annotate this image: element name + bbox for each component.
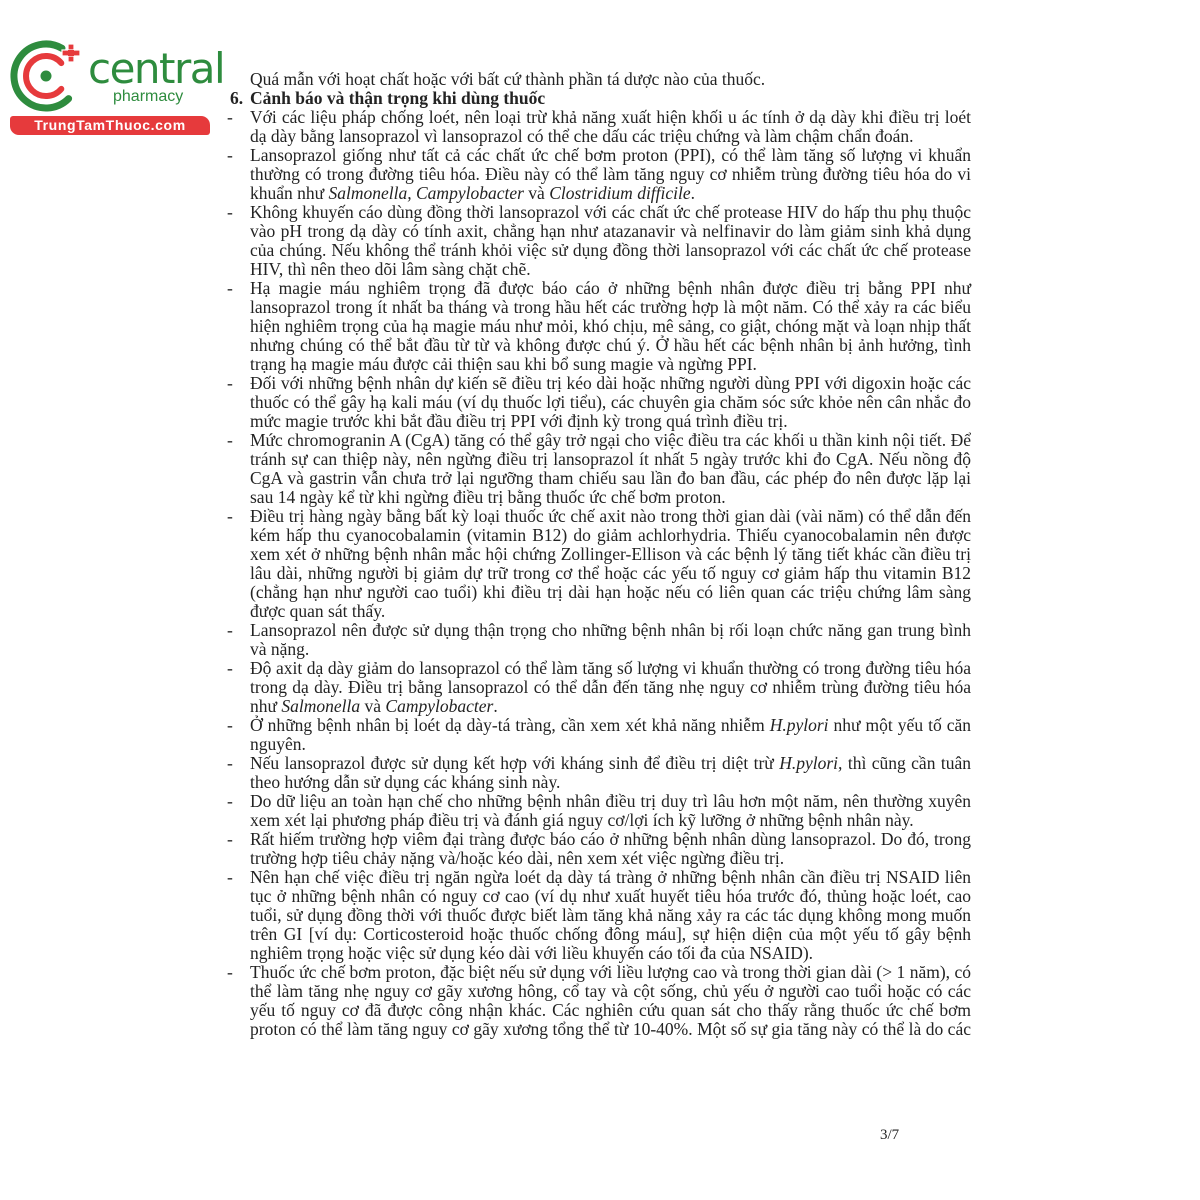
warning-text-segment: Hạ magie máu nghiêm trọng đã được báo cáo ở những bệnh nhân được điều trị bằng PPI như lansoprazol trong ít nhất ba tháng và trong hầu hết các trường hợp là một năm. Có thể xảy ra các biểu hiện nghiêm trọng của hạ magie máu như mỏi, khó chịu, mê sảng, co giật, chóng mặt và loạn nhịp thất nhưng chúng có thể bắt đầu từ từ và không được chú ý. Ở hầu hết các bệnh nhân bị ảnh hưởng, tình trạng hạ magie máu được cải thiện sau khi bổ sung magie và ngừng PPI. (250, 278, 971, 374)
bullet-dash: - (227, 791, 233, 811)
warning-item (227, 145, 971, 203)
warning-item (227, 107, 971, 146)
bullet-dash: - (227, 145, 233, 165)
warning-item (227, 373, 971, 431)
warning-text-segment: Mức chromogranin A (CgA) tăng có thể gây trở ngại cho việc điều tra các khối u thần kinh nội tiết. Để tránh sự can thiệp này, nên ngừng điều trị lansoprazol ít nhất 5 ngày trước khi đo CgA. Nếu nồng độ CgA và gastrin vẫn chưa trở lại ngưỡng tham chiếu sau lần đo ban đầu, các phép đo nên được lặp lại sau 14 ngày kể từ khi ngừng điều trị bằng thuốc ức chế bơm proton. (250, 430, 971, 507)
warning-item (227, 506, 971, 621)
warning-text-segment: Không khuyến cáo dùng đồng thời lansoprazol với các chất ức chế protease HIV do hấp thu phụ thuộc vào pH trong dạ dày có tính axit, chẳng hạn như atazanavir và nelfinavir do làm giảm sinh khả dụng của chúng. Nếu không thể tránh khỏi việc sử dụng đồng thời lansoprazol với các chất ức chế protease HIV, thì nên theo dõi lâm sàng chặt chẽ. (250, 202, 971, 279)
pharmacy-logo (0, 0, 230, 140)
warning-text (250, 108, 971, 146)
section-number: 6. (230, 88, 244, 108)
document-page (227, 69, 972, 1039)
organism-name: Campylobacter (385, 696, 494, 716)
bullet-dash: - (227, 962, 233, 982)
warning-text (250, 146, 971, 203)
warning-text-segment: và (360, 696, 386, 716)
section-title: Cảnh báo và thận trọng khi dùng thuốc (250, 88, 546, 108)
warning-text-segment: Với các liệu pháp chống loét, nên loại trừ khả năng xuất hiện khối u ác tính ở dạ dày khi điều trị loét dạ dày bằng lansoprazol vì lansoprazol có thể che dấu các triệu chứng và làm chậm chẩn đoán. (250, 107, 971, 146)
warning-text (250, 431, 971, 507)
bullet-dash: - (227, 658, 233, 678)
warning-item (227, 753, 972, 792)
warning-text (250, 279, 971, 374)
contraindication-line: Quá mẫn với hoạt chất hoặc với bất cứ thành phần tá dược nào của thuốc. (250, 69, 766, 89)
organism-name: Salmonella (281, 696, 361, 716)
warning-text (250, 203, 971, 279)
warning-item (227, 791, 971, 830)
warning-text-segment: . (690, 183, 696, 203)
bullet-dash: - (227, 202, 233, 222)
warning-item (227, 867, 971, 963)
bullet-dash: - (227, 753, 233, 773)
warning-text-segment: Đối với những bệnh nhân dự kiến sẽ điều trị kéo dài hoặc những người dùng PPI với digoxin hoặc các thuốc có thể gây hạ kali máu (ví dụ thuốc lợi tiểu), các chuyên gia chăm sóc sức khỏe nên cân nhắc đo mức magie trước khi bắt đầu điều trị PPI với định kỳ trong quá trình điều trị. (250, 373, 971, 431)
warning-item (227, 278, 971, 374)
bullet-dash: - (227, 373, 233, 393)
warning-text (250, 792, 971, 830)
warning-text-segment: Lansoprazol giống như tất cả các chất ức chế bơm proton (PPI), có thể làm tăng số lượng vi khuẩn thường có trong đường tiêu hóa. Điều này có thể làm tăng nguy cơ nhiễm trùng đường tiêu hóa do vi khuẩn như (250, 145, 971, 203)
section-heading (230, 88, 971, 108)
warning-item (227, 620, 971, 659)
warning-item (227, 430, 971, 507)
warning-text-segment: Thuốc ức chế bơm proton, đặc biệt nếu sử dụng với liều lượng cao và trong thời gian dài (> 1 năm), có thể làm tăng nhẹ nguy cơ gãy xương hông, cổ tay và cột sống, chủ yếu ở người cao tuổi hoặc có các yếu tố nguy cơ đã được công nhận khác. Các nghiên cứu quan sát cho thấy rằng thuốc ức chế bơm proton có thể làm tăng nguy cơ gãy xương tổng thể từ 10-40%. Một số sự gia tăng này có thể là do các (250, 962, 971, 1039)
logo-tagline: pharmacy (113, 88, 184, 105)
bullet-dash: - (227, 620, 233, 640)
bullet-dash: - (227, 107, 233, 127)
organism-name: Salmonella, Campylobacter (328, 183, 524, 203)
page-number: 3/7 (880, 1127, 900, 1143)
bullet-dash: - (227, 829, 233, 849)
organism-name: H.pylori (769, 715, 829, 735)
warning-item (227, 715, 972, 754)
warning-text-segment: Nếu lansoprazol được sử dụng kết hợp với kháng sinh để điều trị diệt trừ (250, 753, 780, 773)
warning-item (227, 829, 971, 868)
warning-text-segment: thì cũng cần tuân theo hướng dẫn sử dụng các kháng sinh này. (250, 753, 972, 792)
warning-text (250, 754, 971, 792)
warning-text-segment: Độ axit dạ dày giảm do lansoprazol có thể làm tăng số lượng vi khuẩn thường có trong đường tiêu hóa trong dạ dày. Điều trị bằng lansoprazol có thể dẫn đến tăng nhẹ nguy cơ nhiễm trùng đường tiêu hóa như (250, 658, 971, 716)
warning-text-segment: và (523, 183, 550, 203)
warning-text-segment: Rất hiếm trường hợp viêm đại tràng được báo cáo ở những bệnh nhân dùng lansoprazol. Do đó, trong trường hợp tiêu chảy nặng và/hoặc kéo dài, nên xem xét việc ngừng điều trị. (250, 829, 971, 868)
warning-text-segment: . (493, 696, 498, 716)
warning-text (250, 374, 971, 431)
warning-text-segment: Do dữ liệu an toàn hạn chế cho những bệnh nhân điều trị duy trì lâu hơn một năm, nên thường xuyên xem xét lại phương pháp điều trị và đánh giá nguy cơ/lợi ích kỹ lưỡng ở những bệnh nhân này. (250, 791, 971, 830)
warning-text (250, 963, 971, 1039)
organism-name: Clostridium difficile (549, 183, 691, 203)
central-pharmacy-logo-icon (8, 38, 84, 114)
warning-item (227, 962, 971, 1039)
warning-text-segment: Nên hạn chế việc điều trị ngăn ngừa loét dạ dày tá tràng ở những bệnh nhân cần điều trị NSAID liên tục ở những bệnh nhân có nguy cơ cao (ví dụ như xuất huyết tiêu hóa trước đó, thủng hoặc loét, cao tuổi, sử dụng đồng thời với thuốc được biết làm tăng khả năng xảy ra các tác dụng không mong muốn trên GI [ví dụ: Corticosteroid hoặc thuốc chống đông máu], sự hiện diện của một yếu tố gây bệnh nghiêm trọng hoặc việc sử dụng kéo dài với liều khuyến cáo tối đa của NSAID). (250, 867, 971, 963)
warning-text-segment: Điều trị hàng ngày bằng bất kỳ loại thuốc ức chế axit nào trong thời gian dài (vài năm) có thể dẫn đến kém hấp thu cyanocobalamin (vitamin B12) do giảm achlorhydria. Thiếu cyanocobalamin nên được xem xét ở những bệnh nhân mắc hội chứng Zollinger-Ellison và các bệnh lý tăng tiết khác cần điều trị lâu dài, những người bị giảm dự trữ trong cơ thể hoặc các yếu tố nguy cơ giảm hấp thu vitamin B12 (chẳng hạn như người cao tuổi) khi điều trị dài hạn hoặc nếu có liên quan các triệu chứng lâm sàng được quan sát thấy. (250, 506, 971, 621)
bullet-dash: - (227, 278, 233, 298)
warning-text (250, 830, 971, 868)
warning-text (250, 507, 971, 621)
warning-item (227, 658, 971, 716)
bullet-dash: - (227, 867, 233, 887)
warning-text (250, 659, 971, 716)
warning-item (227, 202, 971, 279)
logo-website-banner: TrungTamThuoc.com (10, 116, 210, 135)
bullet-dash: - (227, 715, 233, 735)
warning-text (250, 716, 971, 754)
warning-text-segment: Lansoprazol nên được sử dụng thận trọng cho những bệnh nhân bị rối loạn chức năng gan trung bình và nặng. (250, 620, 971, 659)
warning-text-segment: Ở những bệnh nhân bị loét dạ dày-tá tràng, cần xem xét khả năng nhiễm (250, 715, 770, 735)
bullet-dash: - (227, 506, 233, 526)
warning-text (250, 621, 971, 659)
warning-text-segment: như một yếu tố căn nguyên. (250, 715, 972, 754)
logo-brand-name: central (88, 44, 225, 93)
organism-name: H.pylori, (779, 753, 843, 773)
warning-text (250, 868, 971, 963)
bullet-dash: - (227, 430, 233, 450)
